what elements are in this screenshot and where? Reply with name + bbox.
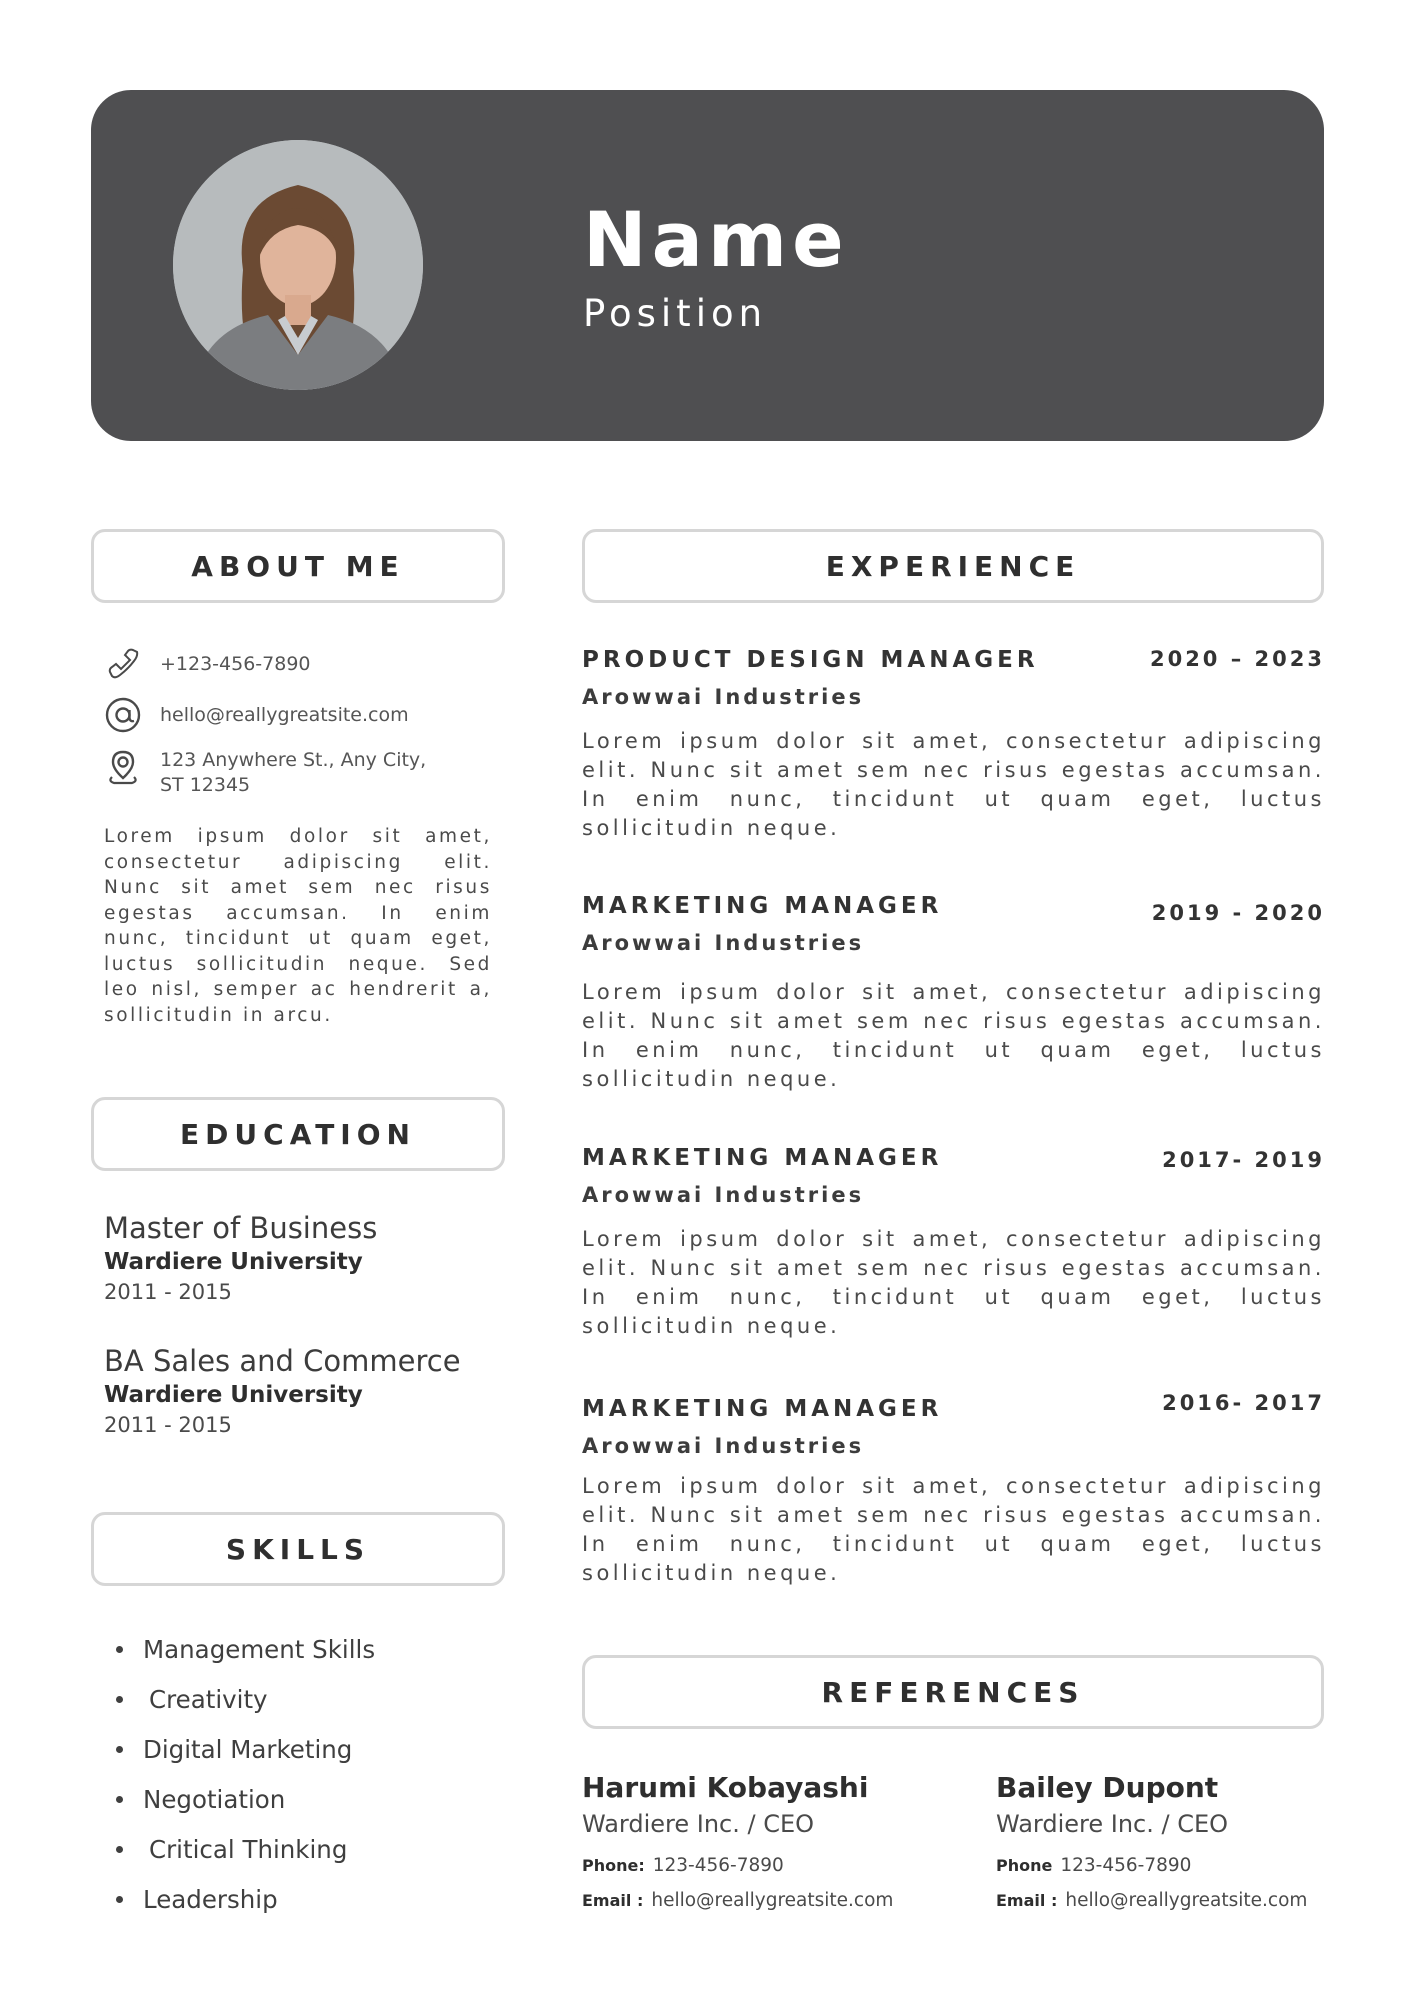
job-title: MARKETING MANAGER	[582, 893, 943, 919]
job-dates: 2019 - 2020	[1151, 901, 1325, 925]
reference-email	[996, 1889, 1356, 1913]
reference-card	[996, 1770, 1356, 1913]
education-heading: EDUCATION	[180, 1117, 416, 1151]
skill-item	[116, 1874, 375, 1924]
email-value: hello@reallygreatsite.com	[1065, 1890, 1308, 1911]
contact-address	[104, 748, 430, 798]
university: Wardiere University	[104, 1249, 363, 1275]
about-me-heading: ABOUT ME	[191, 549, 405, 583]
job-description: Lorem ipsum dolor sit amet, consectetur adipiscing elit. Nunc sit amet sem nec risus egestas accumsan. In enim nunc, tincidunt ut quam eget, luctus sollicitudin neque.	[582, 729, 1325, 840]
contact-email	[104, 696, 430, 734]
job-description: Lorem ipsum dolor sit amet, consectetur adipiscing elit. Nunc sit amet sem nec risus egestas accumsan. In enim nunc, tincidunt ut quam eget, luctus sollicitudin neque.	[582, 980, 1325, 1091]
education-item	[104, 1343, 461, 1439]
phone-value: 123-456-7890	[1060, 1855, 1192, 1876]
skill-label: Leadership	[143, 1884, 278, 1914]
job-dates: 2017- 2019	[1162, 1148, 1325, 1172]
job-description: Lorem ipsum dolor sit amet, consectetur adipiscing elit. Nunc sit amet sem nec risus egestas accumsan. In enim nunc, tincidunt ut quam eget, luctus sollicitudin neque.	[582, 1227, 1325, 1338]
skill-label: Digital Marketing	[143, 1734, 353, 1764]
job-dates: 2020 – 2023	[1149, 647, 1325, 671]
header-banner	[91, 90, 1324, 441]
bullet-icon	[116, 1696, 123, 1703]
phone-label: Phone	[996, 1856, 1053, 1875]
experience-item	[582, 1145, 1325, 1345]
reference-phone	[582, 1854, 942, 1878]
phone-value: 123-456-7890	[652, 1855, 784, 1876]
email-label: Email :	[582, 1891, 644, 1910]
job-company: Arowwai Industries	[582, 931, 865, 955]
job-dates: 2016- 2017	[1162, 1391, 1325, 1415]
experience-item	[582, 893, 1325, 1093]
skills-list	[116, 1624, 375, 1924]
about-me-heading-box	[91, 529, 505, 603]
education-years: 2011 - 2015	[104, 1280, 232, 1304]
job-company: Arowwai Industries	[582, 685, 865, 709]
skill-item	[116, 1774, 375, 1824]
references-heading: REFERENCES	[821, 1675, 1085, 1709]
reference-role: Wardiere Inc. / CEO	[582, 1810, 815, 1838]
person-position: Position	[583, 292, 768, 335]
at-sign-icon	[104, 696, 142, 734]
degree: BA Sales and Commerce	[104, 1344, 461, 1378]
reference-email	[582, 1889, 942, 1913]
skill-label: Critical Thinking	[149, 1834, 348, 1864]
skill-item	[116, 1674, 375, 1724]
experience-item	[582, 1391, 1325, 1596]
contact-phone	[104, 646, 430, 684]
person-name: Name	[583, 195, 849, 284]
email-value: hello@reallygreatsite.com	[651, 1890, 894, 1911]
reference-role: Wardiere Inc. / CEO	[996, 1810, 1229, 1838]
experience-heading: EXPERIENCE	[825, 549, 1081, 583]
skill-item	[116, 1724, 375, 1774]
education-heading-box	[91, 1097, 505, 1171]
job-company: Arowwai Industries	[582, 1434, 865, 1458]
skill-item	[116, 1624, 375, 1674]
address-text: 123 Anywhere St., Any City, ST 12345	[160, 749, 427, 796]
email-label: Email :	[996, 1891, 1058, 1910]
education-item	[104, 1210, 377, 1306]
skill-label: Negotiation	[143, 1784, 286, 1814]
education-years: 2011 - 2015	[104, 1413, 232, 1437]
reference-phone	[996, 1854, 1356, 1878]
skill-label: Management Skills	[143, 1634, 376, 1664]
about-me-text: Lorem ipsum dolor sit amet, consectetur adipiscing elit. Nunc sit amet sem nec risus egestas accumsan. In enim nunc, tincidunt ut quam eget, luctus sollicitudin neque. Sed leo nisl, semper ac hendrerit a, sollicitudin in arcu.	[104, 826, 492, 1026]
reference-name: Bailey Dupont	[996, 1771, 1219, 1804]
bullet-icon	[116, 1646, 123, 1653]
skill-label: Creativity	[149, 1684, 268, 1714]
reference-card	[582, 1770, 942, 1913]
university: Wardiere University	[104, 1382, 363, 1408]
bullet-icon	[116, 1746, 123, 1753]
job-title: MARKETING MANAGER	[582, 1396, 943, 1422]
skills-heading: SKILLS	[225, 1532, 371, 1566]
skills-heading-box	[91, 1512, 505, 1586]
job-company: Arowwai Industries	[582, 1183, 865, 1207]
job-title: MARKETING MANAGER	[582, 1145, 943, 1171]
bullet-icon	[116, 1846, 123, 1853]
reference-name: Harumi Kobayashi	[582, 1771, 869, 1804]
phone-label: Phone:	[582, 1856, 645, 1875]
job-description: Lorem ipsum dolor sit amet, consectetur adipiscing elit. Nunc sit amet sem nec risus egestas accumsan. In enim nunc, tincidunt ut quam eget, luctus sollicitudin neque.	[582, 1474, 1325, 1585]
email-text: hello@reallygreatsite.com	[160, 704, 409, 726]
job-title: PRODUCT DESIGN MANAGER	[582, 647, 1039, 673]
experience-heading-box	[582, 529, 1324, 603]
phone-icon	[104, 646, 142, 684]
profile-photo	[173, 140, 423, 390]
skill-item	[116, 1824, 375, 1874]
bullet-icon	[116, 1896, 123, 1903]
experience-item	[582, 647, 1325, 847]
portrait-illustration	[173, 140, 423, 390]
location-pin-icon	[104, 748, 142, 786]
bullet-icon	[116, 1796, 123, 1803]
phone-text: +123-456-7890	[160, 653, 311, 675]
references-heading-box	[582, 1655, 1324, 1729]
degree: Master of Business	[104, 1211, 378, 1245]
